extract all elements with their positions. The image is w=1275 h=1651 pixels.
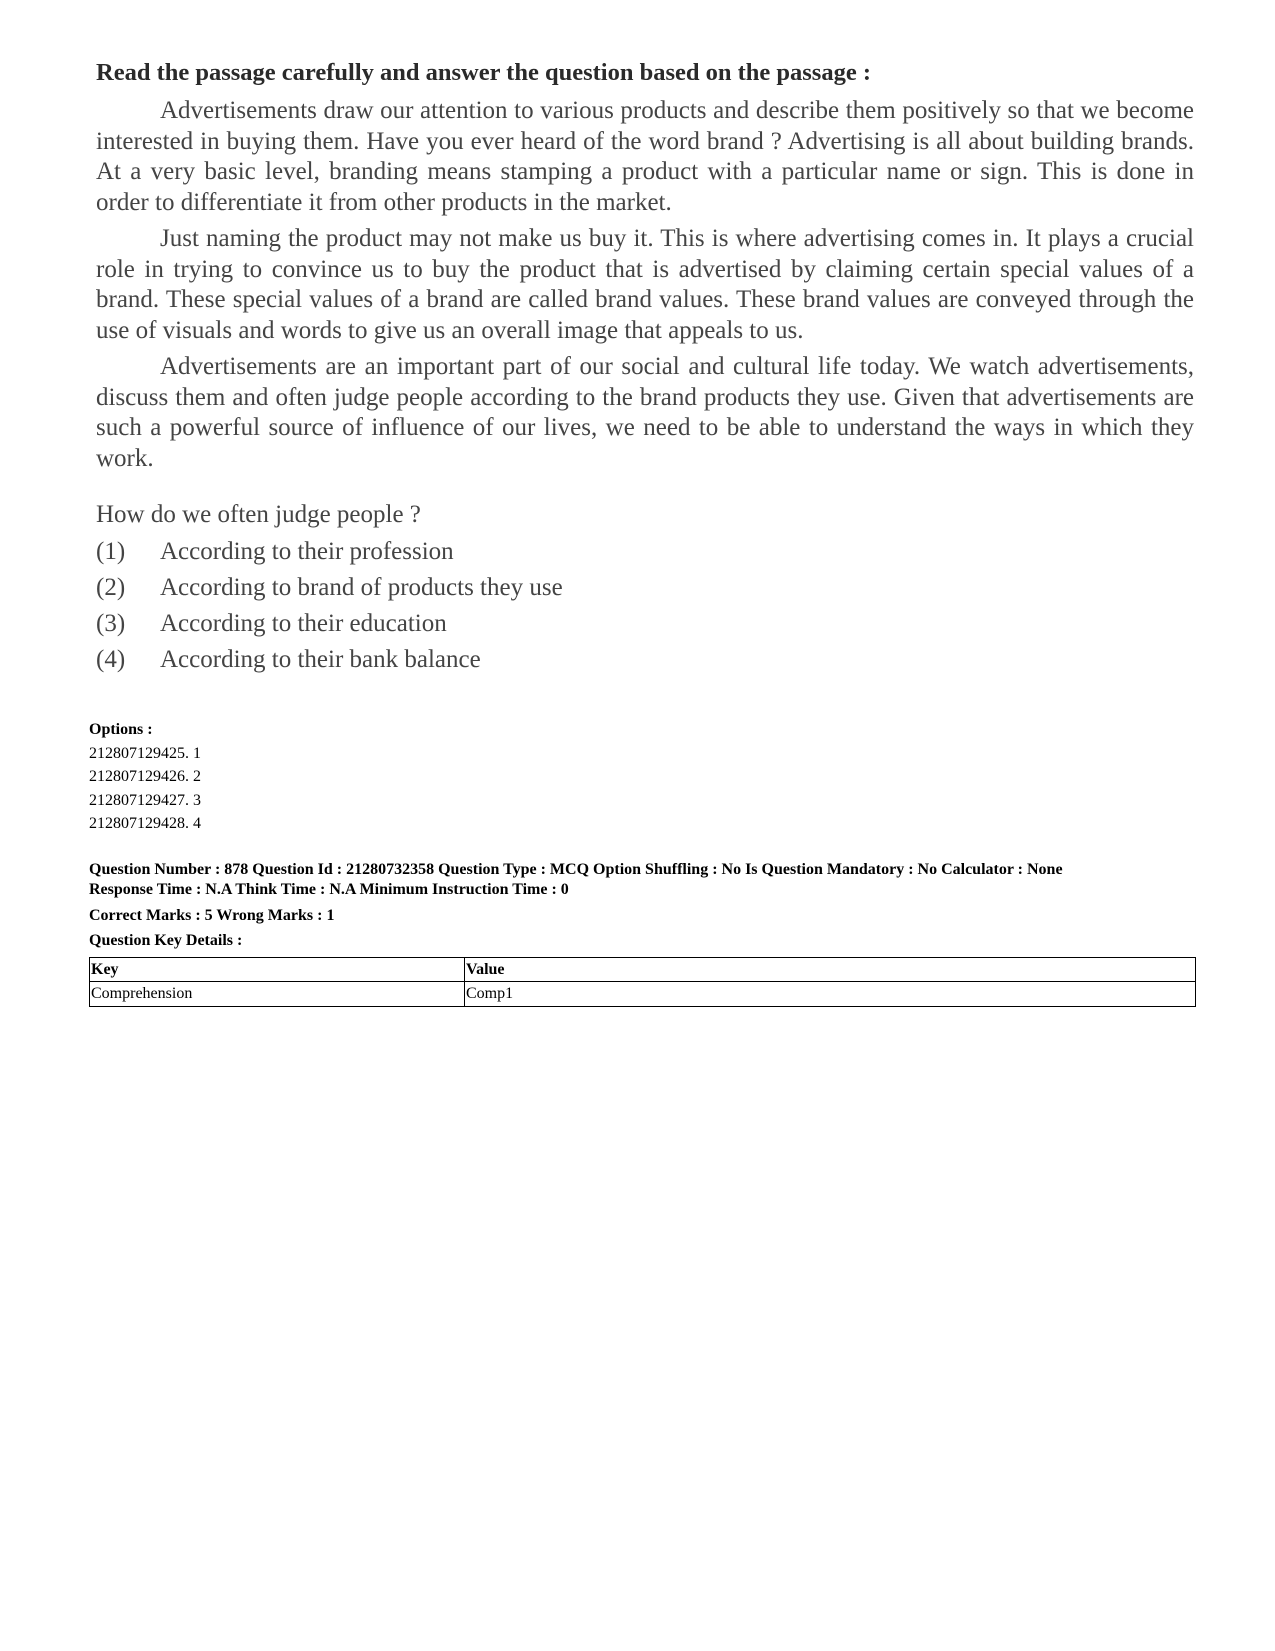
- choice-number: (4): [96, 646, 126, 674]
- options-label: Options :: [89, 721, 153, 738]
- choice-4: [96, 643, 1194, 679]
- table-row: [90, 982, 1196, 1007]
- passage-paragraph-1: Advertisements draw our attention to various products and describe them positively so that we become interested in buying them. Have you ever heard of the word brand ? Advertising is all about building brands. At a very basic level, branding means stamping a product with a particular name or sign. This is done in order to differentiate it from other products in the market.: [96, 97, 1194, 216]
- choice-number: (3): [96, 610, 126, 638]
- key-details-label: Question Key Details :: [89, 932, 243, 949]
- table-cell-value: Comp1: [465, 982, 1196, 1007]
- question-info: [89, 860, 1199, 900]
- option-item-1: 212807129425. 1: [89, 744, 201, 762]
- option-item-3: 212807129427. 3: [89, 791, 201, 809]
- choice-2: [96, 571, 1194, 607]
- choice-number: (1): [96, 538, 126, 566]
- choice-text: According to their profession: [160, 538, 454, 566]
- passage-paragraph-3: Advertisements are an important part of our social and cultural life today. We watch advertisements, discuss them and often judge people according to the brand products they use. Given that advertisements are such a powerful source of influence of our lives, we need to be able to understand the ways in which they work.: [96, 353, 1194, 472]
- question-info-line-1: Question Number : 878 Question Id : 21280732358 Question Type : MCQ Option Shuffling : No Is Question Mandatory : No Calculator : None: [89, 860, 1063, 878]
- choice-text: According to their bank balance: [160, 646, 481, 674]
- question-info-line-2: Response Time : N.A Think Time : N.A Minimum Instruction Time : 0: [89, 880, 569, 898]
- option-item-2: 212807129426. 2: [89, 768, 201, 785]
- choice-text: According to brand of products they use: [160, 574, 563, 602]
- table-header-row: [90, 957, 1196, 982]
- table-header-key: Key: [90, 957, 465, 982]
- passage-scan: [96, 58, 1194, 679]
- key-details-table: [89, 957, 1196, 1007]
- table-cell-key: Comprehension: [90, 982, 465, 1007]
- passage-paragraph-2: Just naming the product may not make us buy it. This is where advertising comes in. It plays a crucial role in trying to convince us to buy the product that is advertised by claiming certain special values of a brand. These special values of a brand are called brand values. These brand values are conveyed through the use of visuals and words to give us an overall image that appeals to us.: [96, 225, 1194, 344]
- question-text: How do we often judge people ?: [96, 501, 421, 528]
- table-header-value: Value: [465, 957, 1196, 982]
- choice-1: [96, 535, 1194, 571]
- passage-heading: Read the passage carefully and answer the question based on the passage :: [96, 59, 871, 86]
- choice-3: [96, 607, 1194, 643]
- choice-text: According to their education: [160, 610, 447, 638]
- question-metadata: [89, 718, 1199, 1007]
- choice-number: (2): [96, 574, 126, 602]
- marks-line: Correct Marks : 5 Wrong Marks : 1: [89, 906, 335, 924]
- option-item-4: 212807129428. 4: [89, 815, 201, 832]
